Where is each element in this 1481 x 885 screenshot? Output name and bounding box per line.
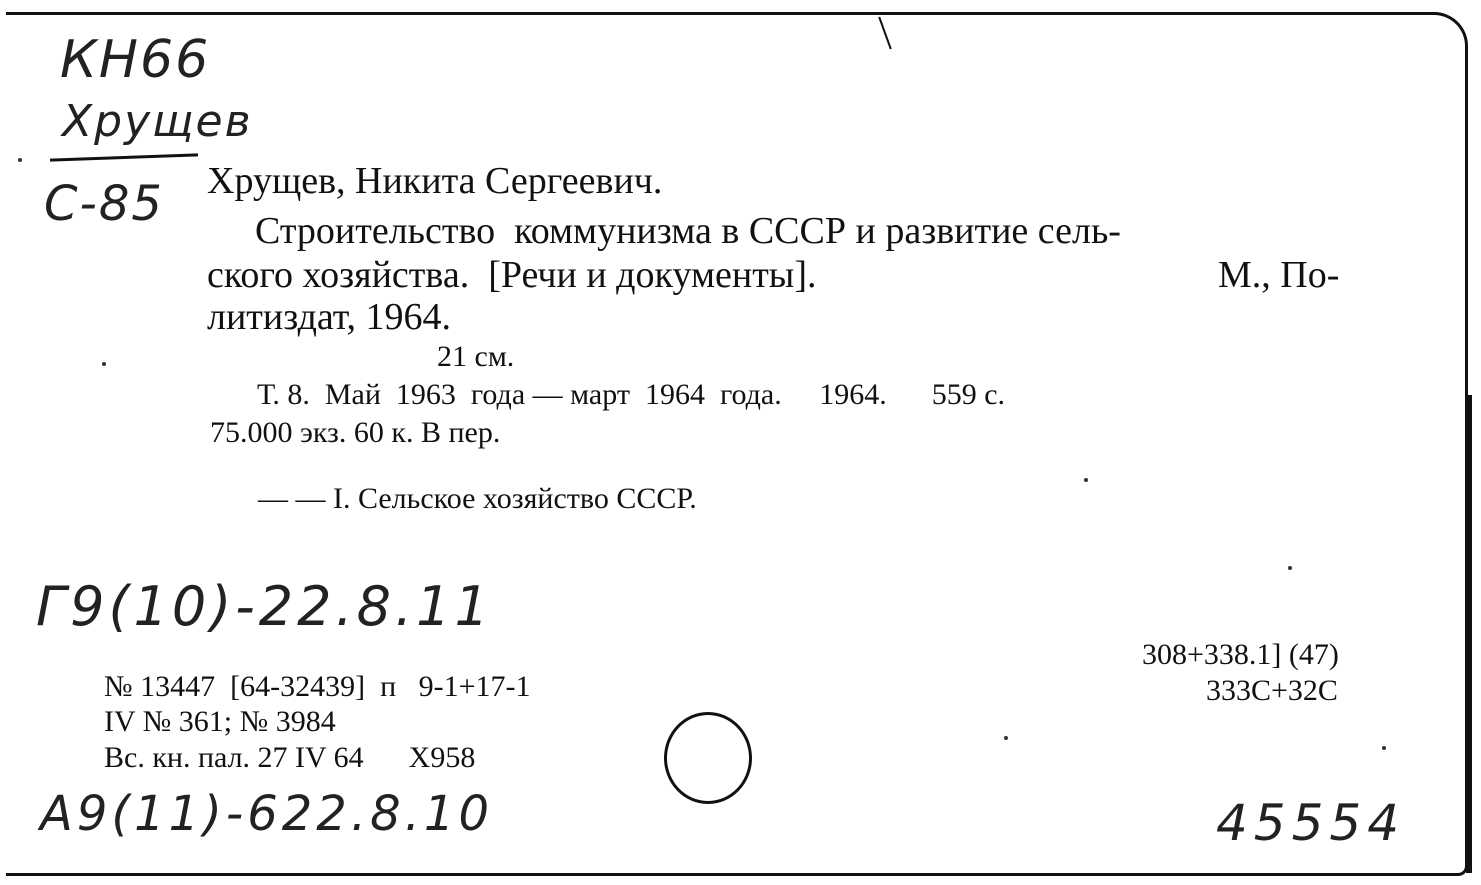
size-line: 21 см. — [437, 340, 515, 373]
publisher-city: М., По- — [1218, 254, 1340, 296]
card-edge-shadow — [1466, 395, 1472, 873]
scan-speck — [18, 158, 22, 162]
handwritten-call-number: КН66 — [60, 30, 211, 90]
issue-line: IV № 361; № 3984 — [104, 705, 336, 738]
handwritten-inventory-number: 45554 — [1216, 794, 1406, 852]
handwritten-shelf-code: С-85 — [44, 176, 164, 232]
scan-speck — [102, 362, 106, 366]
title-line-2: ского хозяйства. [Речи и документы]. — [207, 254, 817, 296]
author-heading: Хрущев, Никита Сергеевич. — [207, 160, 663, 202]
stamp-circle — [664, 712, 752, 804]
catalog-number-line: № 13447 [64-32439] п 9-1+17-1 — [104, 670, 531, 703]
subject-heading: — — I. Сельское хозяйство СССР. — [258, 482, 697, 515]
edition-line: 75.000 экз. 60 к. В пер. — [210, 416, 501, 449]
scan-speck — [1382, 746, 1386, 750]
scan-speck — [1004, 736, 1008, 740]
volume-line: Т. 8. Май 1963 года — март 1964 года. 1964. 559 с. — [257, 378, 1006, 411]
title-line-1: Строительство коммунизма в СССР и развитие сель- — [255, 210, 1121, 252]
handwritten-classification: Г9(10)-22.8.11 — [36, 575, 493, 638]
scan-speck — [1288, 566, 1292, 570]
title-line-3: литиздат, 1964. — [207, 296, 452, 338]
book-chamber-line: Вс. кн. пал. 27 IV 64 X958 — [104, 741, 476, 774]
handwritten-classification-bottom: А9(11)-622.8.10 — [40, 786, 493, 842]
handwritten-author: Хрущев — [62, 96, 253, 147]
udc-index: 308+338.1] (47) — [1142, 638, 1339, 671]
bbk-index: 333С+32С — [1206, 674, 1338, 707]
scan-speck — [1084, 478, 1088, 482]
